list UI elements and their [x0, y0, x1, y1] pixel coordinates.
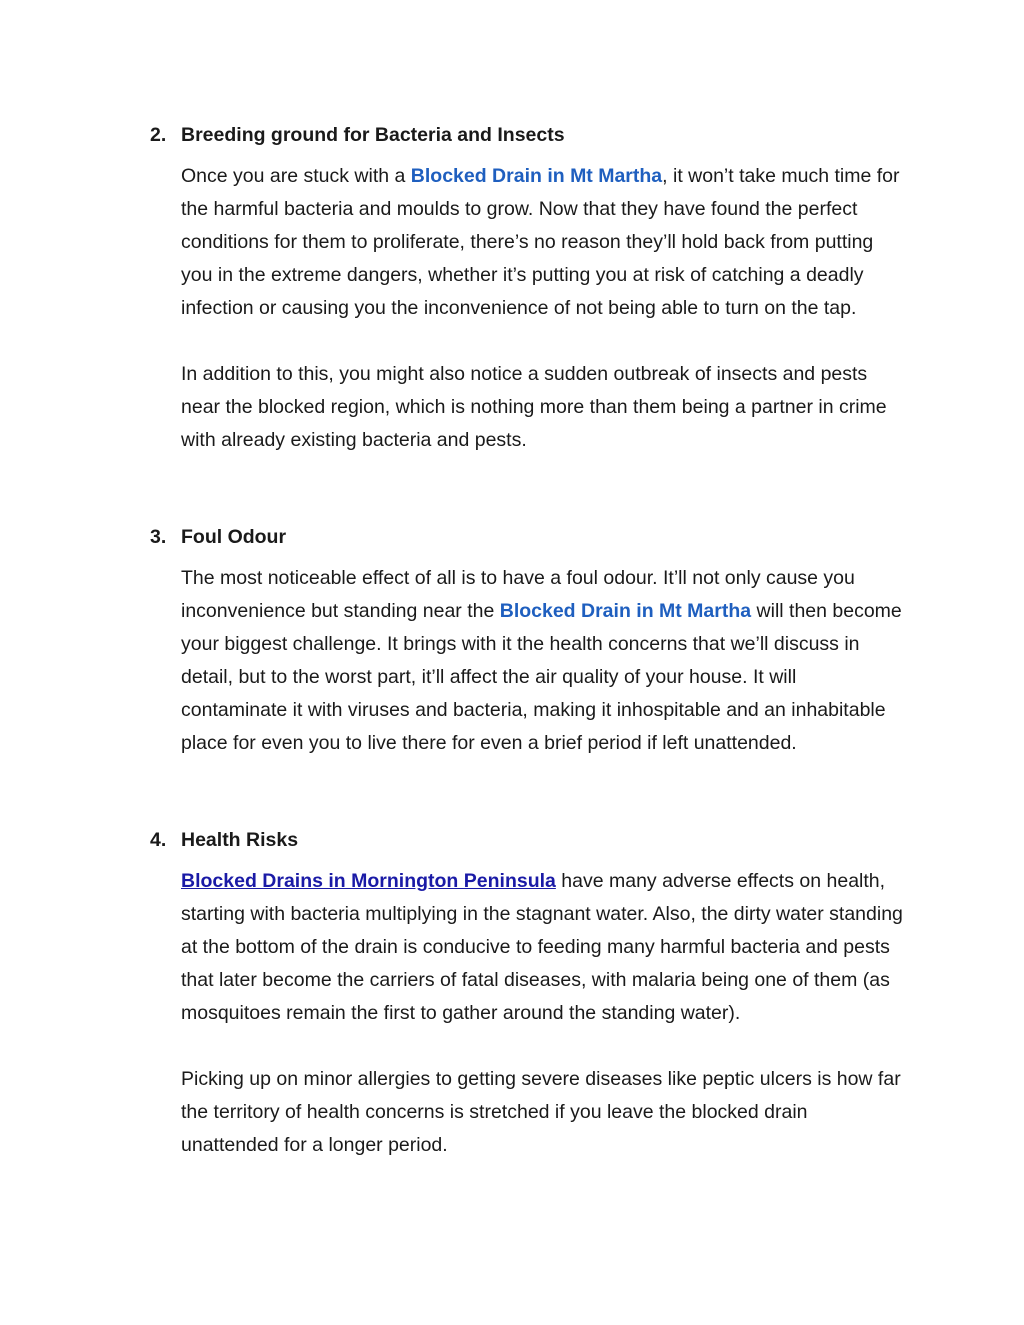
paragraph: [181, 562, 903, 760]
section-heading: [150, 827, 910, 853]
paragraph-text: Once you are stuck with a: [181, 165, 411, 187]
paragraph: [181, 865, 903, 1030]
section-heading: [150, 122, 910, 148]
paragraph: [181, 358, 903, 457]
paragraph-text: have many adverse effects on health, starting with bacteria multiplying in the stagnant water. Also, the dirty water standing at the bottom of the drain is conducive to feeding many harmful bacteria and pests that later become the carriers of fatal diseases, with malaria being one of them (as mosquitoes remain the first to gather around the standing water).: [181, 870, 903, 1024]
keyword-highlight: Blocked Drain in Mt Martha: [499, 600, 752, 622]
section-heading: [150, 524, 910, 550]
paragraph-text: will then become your biggest challenge. It brings with it the health concerns that we’ll discuss in detail, but to the worst part, it’ll affect the air quality of your house. It will contaminate it with viruses and bacteria, making it inhospitable and an inhabitable place for even you to live there for even a brief period if left unattended.: [181, 600, 902, 754]
section-health-risks: [150, 827, 910, 1162]
keyword-highlight: Blocked Drain in Mt Martha: [410, 165, 663, 187]
section-foul-odour: [150, 524, 910, 760]
paragraph-text: In addition to this, you might also notice a sudden outbreak of insects and pests near the blocked region, which is nothing more than them being a partner in crime with already existing bacteria and pests.: [181, 363, 887, 451]
paragraph-text: Picking up on minor allergies to getting severe diseases like peptic ulcers is how far the territory of health concerns is stretched if you leave the blocked drain unattended for a longer period.: [181, 1068, 901, 1156]
section-number: 3.: [150, 526, 167, 548]
section-title: Breeding ground for Bacteria and Insects: [181, 124, 565, 146]
section-number: 2.: [150, 124, 167, 146]
blocked-drains-link[interactable]: Blocked Drains in Mornington Peninsula: [181, 870, 556, 892]
section-breeding-ground: [150, 122, 910, 457]
section-number: 4.: [150, 829, 167, 851]
section-body: [181, 562, 903, 760]
section-title: Foul Odour: [181, 526, 287, 548]
paragraph-text: The most noticeable effect of all is to have a foul odour. It’ll not only cause you inconvenience but standing near the: [181, 567, 855, 622]
section-title: Health Risks: [181, 829, 299, 851]
paragraph: [181, 1063, 903, 1162]
paragraph-text: , it won’t take much time for the harmful bacteria and moulds to grow. Now that they have found the perfect conditions for them to proliferate, there’s no reason they’ll hold back from putting you in the extreme dangers, whether it’s putting you at risk of catching a deadly infection or causing you the inconvenience of not being able to turn on the tap.: [181, 165, 900, 319]
section-body: [181, 865, 903, 1162]
section-body: [181, 160, 903, 457]
paragraph: [181, 160, 903, 325]
